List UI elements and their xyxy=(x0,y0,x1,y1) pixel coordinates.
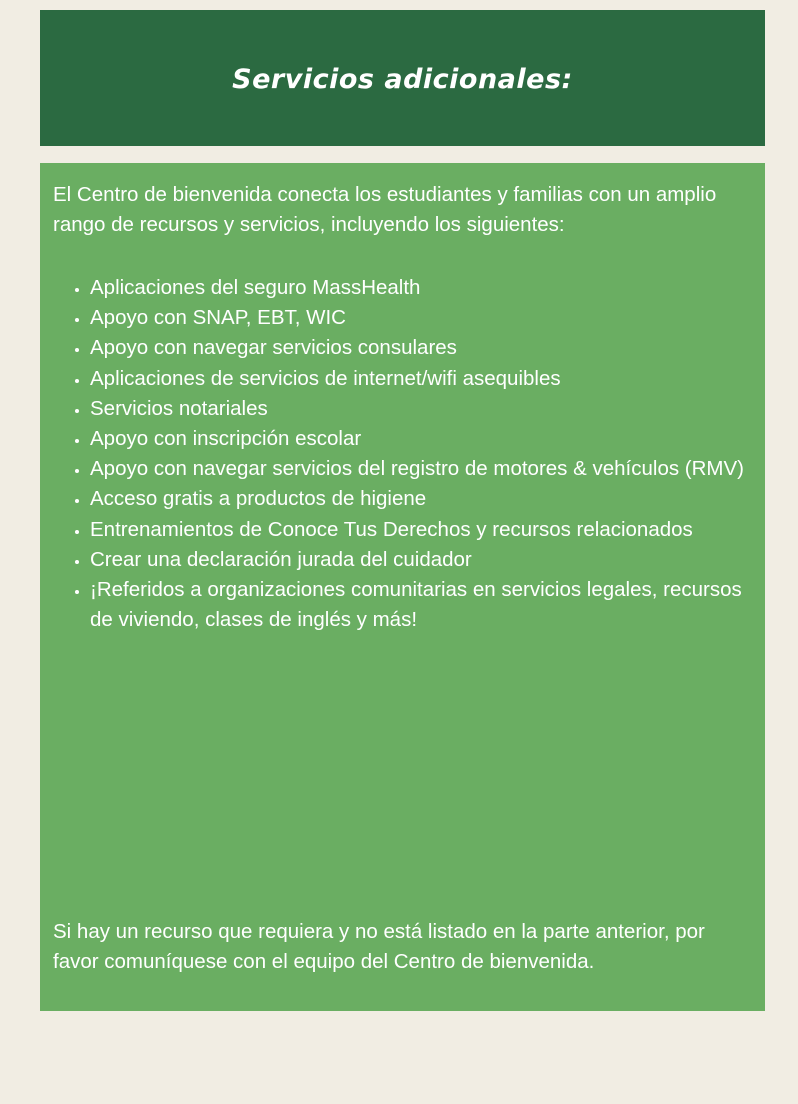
list-item: • Apoyo con navegar servicios consulares xyxy=(90,333,753,363)
page-title: Servicios adicionales: xyxy=(232,64,573,95)
list-item: • Aplicaciones de servicios de internet/wifi asequibles xyxy=(90,364,753,394)
list-item: • Entrenamientos de Conoce Tus Derechos y recursos relacionados xyxy=(90,515,753,545)
services-list xyxy=(53,273,753,635)
list-item: • Apoyo con navegar servicios del registro de motores & vehículos (RMV) xyxy=(90,454,753,484)
footer-text: Si hay un recurso que requiera y no está listado en la parte anterior, por favor comuníquese con el equipo del Centro de bienvenida. xyxy=(53,920,705,973)
list-item: • Crear una declaración jurada del cuidador xyxy=(90,545,753,575)
content-panel xyxy=(40,163,765,1011)
header-banner xyxy=(40,10,765,146)
list-item: • Aplicaciones del seguro MassHealth xyxy=(90,273,753,303)
intro-text: El Centro de bienvenida conecta los estudiantes y familias con un amplio rango de recursos y servicios, incluyendo los siguientes: xyxy=(53,183,717,236)
list-item: • Apoyo con SNAP, EBT, WIC xyxy=(90,303,753,333)
list-item: • Apoyo con inscripción escolar xyxy=(90,424,753,454)
list-item: • Acceso gratis a productos de higiene xyxy=(90,484,753,514)
list-item: • Servicios notariales xyxy=(90,394,753,424)
list-item: • ¡Referidos a organizaciones comunitarias en servicios legales, recursos de viviendo, clases de inglés y más! xyxy=(90,575,753,635)
